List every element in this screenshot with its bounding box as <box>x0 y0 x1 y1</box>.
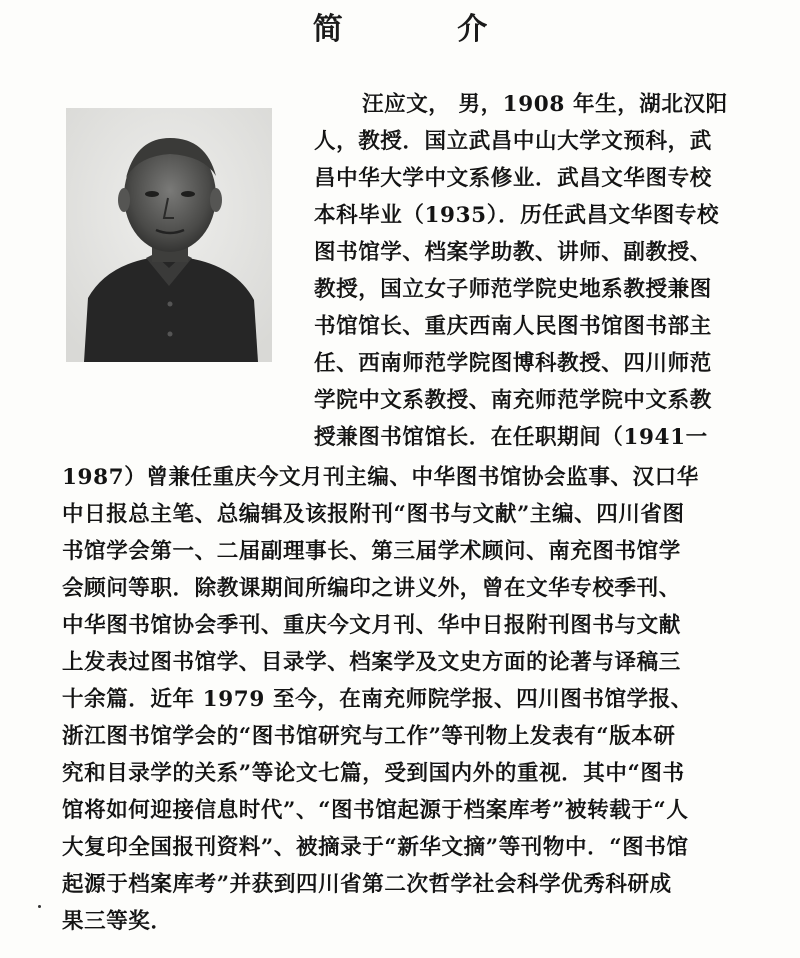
text-line: 任、西南师范学院图博科教授、四川师范 <box>314 351 712 376</box>
text-line: 究和目录学的关系”等论文七篇，受到国内外的重视．其中“图书 <box>62 761 685 786</box>
text-line: 教授，国立女子师范学院史地系教授兼图 <box>314 277 712 302</box>
text-line: 授兼图书馆馆长．在任职期间（1941一 <box>314 425 708 450</box>
text-line: 1987）曾兼任重庆今文月刊主编、中华图书馆协会监事、汉口华 <box>62 465 699 490</box>
text-line: 馆将如何迎接信息时代”、“图书馆起源于档案库考”被转载于“人 <box>62 798 689 823</box>
text-line: 书馆学会第一、二届副理事长、第三届学术顾问、南充图书馆学 <box>62 539 681 564</box>
text-line: 图书馆学、档案学助教、讲师、副教授、 <box>314 240 712 265</box>
text-line: 汪应文， 男，1908 年生，湖北汉阳 <box>362 92 728 117</box>
text-line: 昌中华大学中文系修业．武昌文华图专校 <box>314 166 712 191</box>
text-line: 本科毕业（1935）．历任武昌文华图专校 <box>314 203 720 228</box>
text-line: 会顾问等职．除教课期间所编印之讲义外，曾在文华专校季刊、 <box>62 576 681 601</box>
portrait-photo <box>66 108 272 362</box>
text-line: 中华图书馆协会季刊、重庆今文月刊、华中日报附刊图书与文献 <box>62 613 681 638</box>
text-line: 上发表过图书馆学、目录学、档案学及文史方面的论著与译稿三 <box>62 650 681 675</box>
text-line: 浙江图书馆学会的“图书馆研究与工作”等刊物上发表有“版本研 <box>62 724 676 749</box>
page-title: 简 介 <box>312 12 540 47</box>
text-line: 书馆馆长、重庆西南人民图书馆图书部主 <box>314 314 712 339</box>
text-line: 十余篇．近年 1979 至今，在南充师院学报、四川图书馆学报、 <box>62 687 693 712</box>
text-line: 人，教授．国立武昌中山大学文预科，武 <box>314 129 712 154</box>
print-speck <box>38 905 41 908</box>
portrait-image <box>66 108 272 362</box>
text-line: 中日报总主笔、总编辑及该报附刊“图书与文献”主编、四川省图 <box>62 502 685 527</box>
text-line: 果三等奖． <box>62 909 173 934</box>
text-line: 学院中文系教授、南充师范学院中文系教 <box>314 388 712 413</box>
text-line: 起源于档案库考”并获到四川省第二次哲学社会科学优秀科研成 <box>62 872 672 897</box>
text-line: 大复印全国报刊资料”、被摘录于“新华文摘”等刊物中．“图书馆 <box>62 835 689 860</box>
